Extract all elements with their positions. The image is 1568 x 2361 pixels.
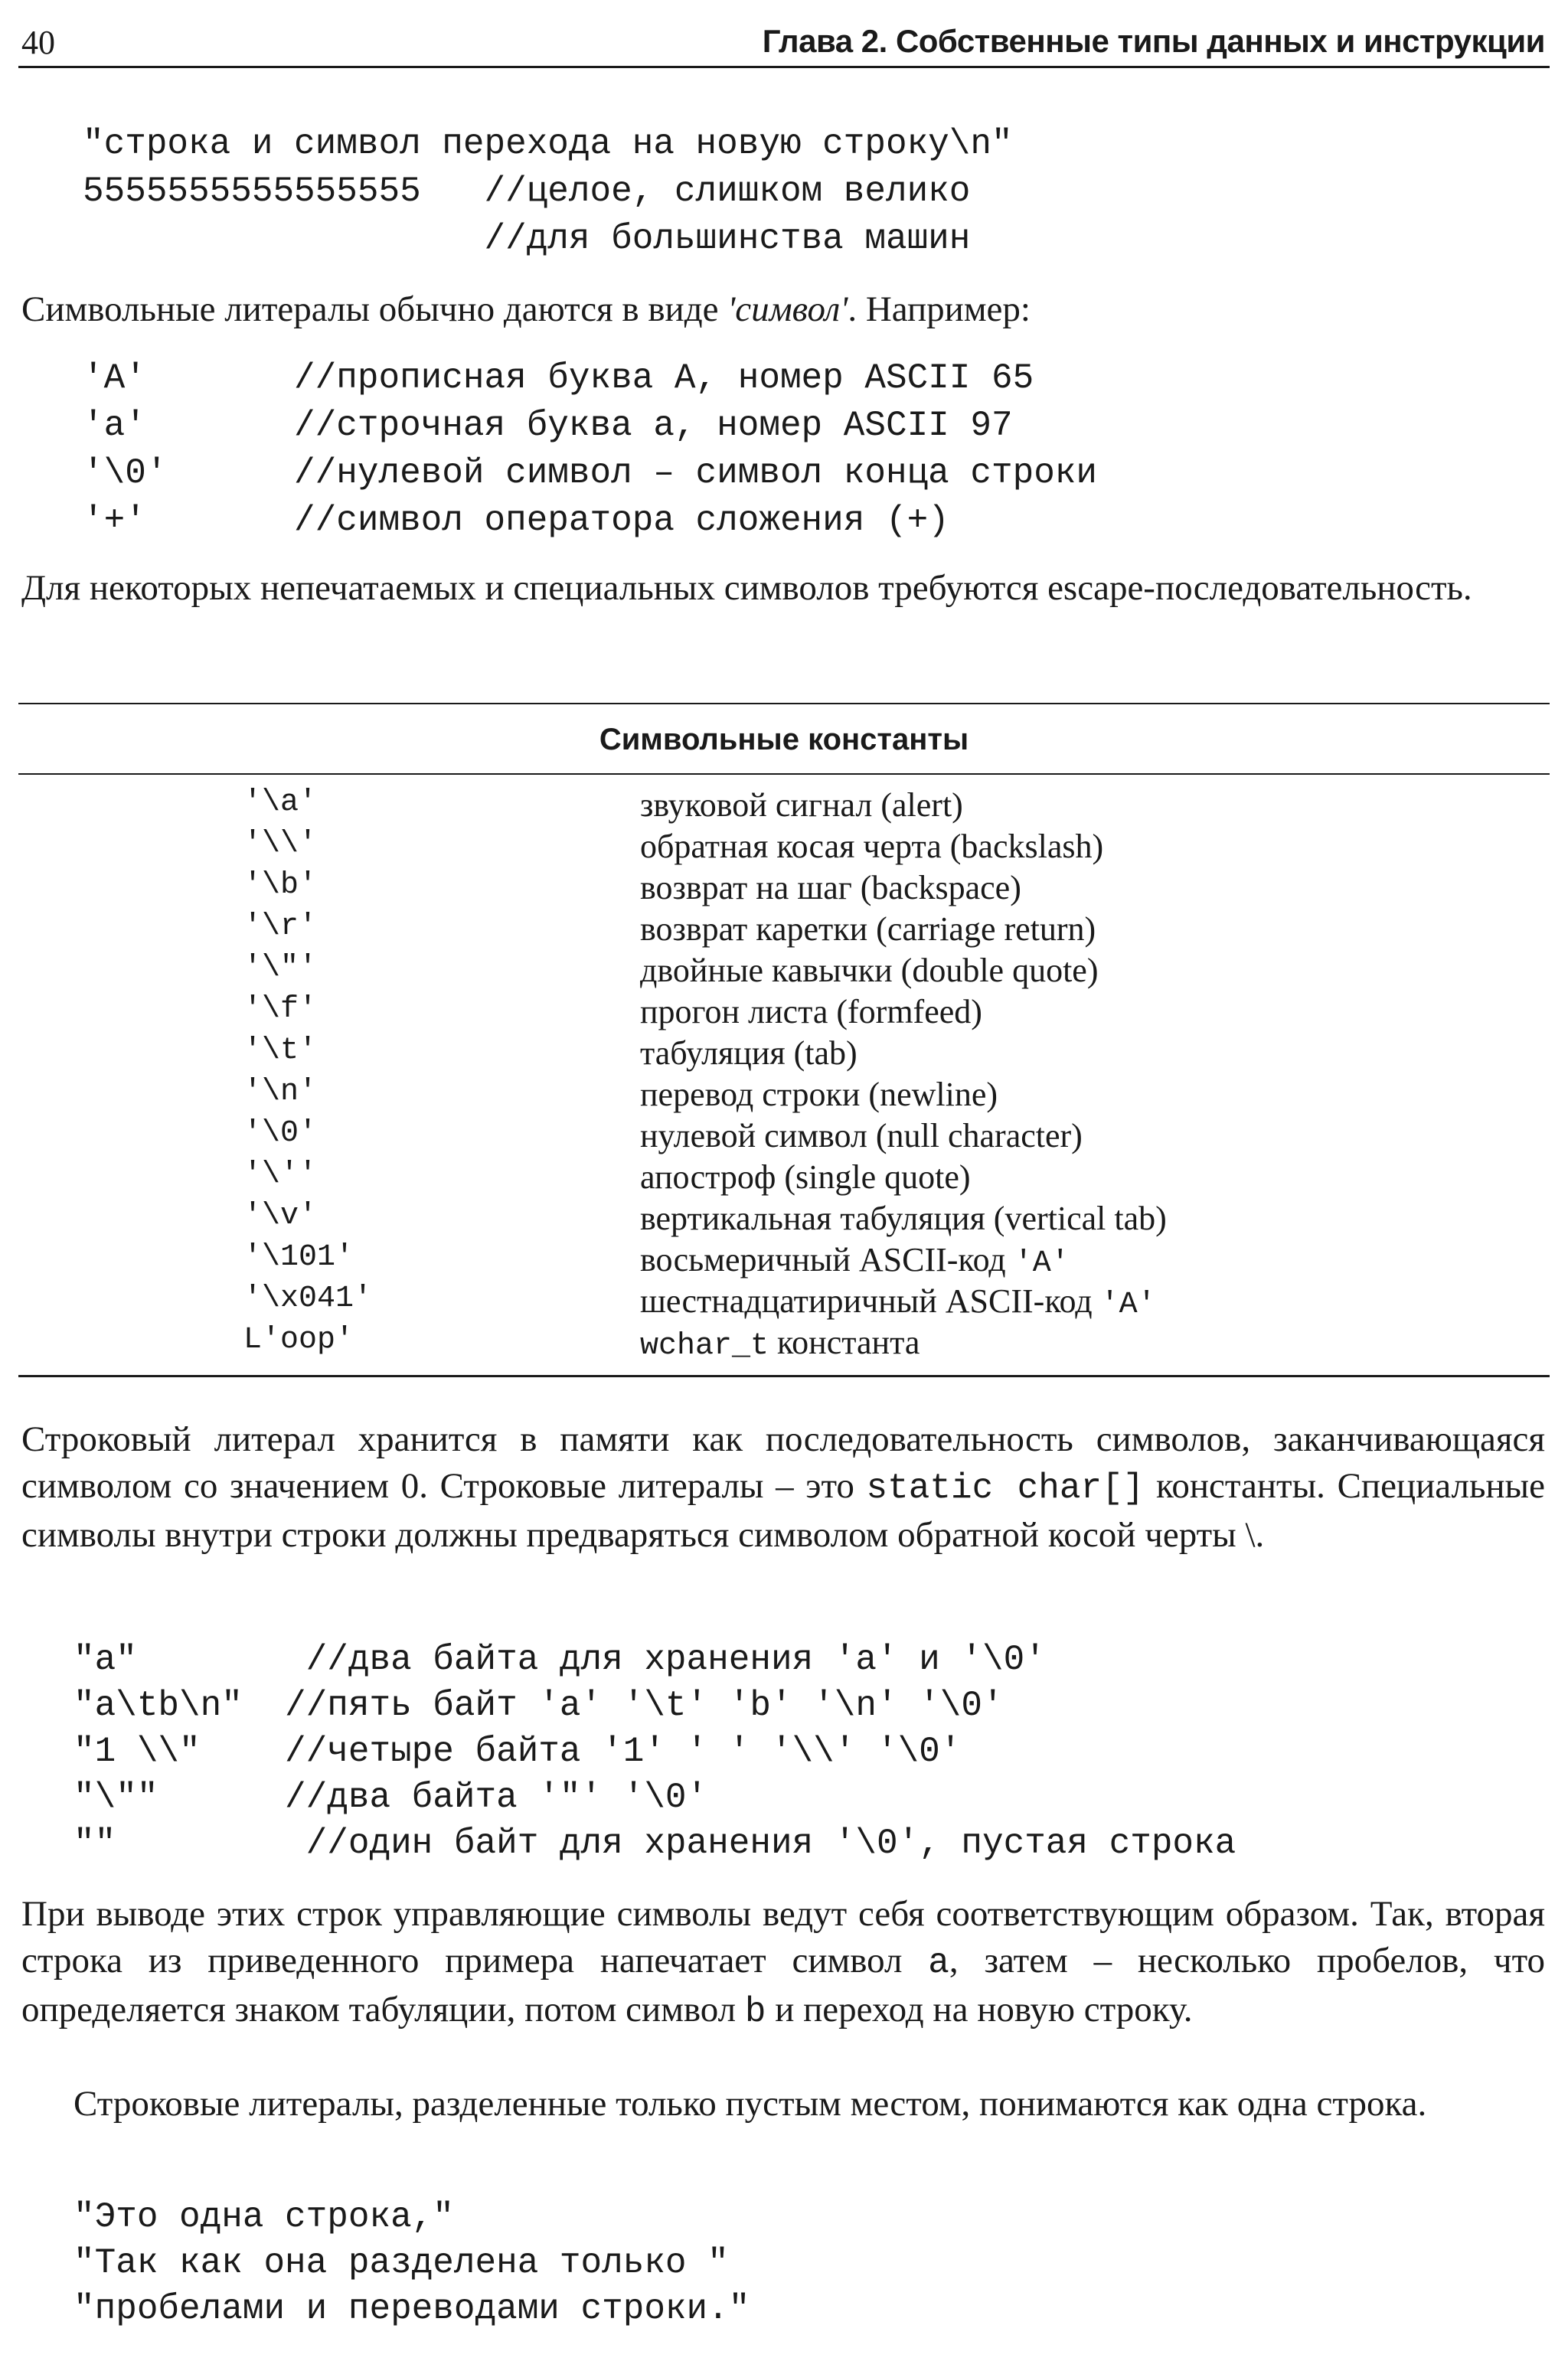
table-cell-desc: звуковой сигнал (alert)	[640, 786, 963, 824]
paragraph-text: . Например:	[848, 289, 1031, 329]
header-rule	[18, 66, 1550, 68]
table-cell-code: '\t'	[243, 1034, 318, 1068]
code-line: "Это одна строка,"	[74, 2197, 454, 2237]
table-cell-code: '\n'	[243, 1075, 318, 1109]
table-header-rule	[18, 773, 1550, 775]
table-cell-code: '\"'	[243, 951, 318, 985]
table-cell-code: L'oop'	[243, 1323, 354, 1357]
desc-code: wchar_t	[640, 1329, 769, 1363]
code-line: '\0' //нулевой символ – символ конца строки	[83, 453, 1098, 493]
paragraph-text: константы. Специальные символы внутри строки должны предваряться символом обратной косой черты \.	[21, 1466, 1545, 1555]
table-cell-desc: обратная косая черта (backslash)	[640, 828, 1104, 865]
paragraph-text: и переход на новую строку.	[766, 1990, 1193, 2030]
table-cell-desc: двойные кавычки (double quote)	[640, 952, 1099, 989]
inline-code: static char[]	[866, 1468, 1145, 1508]
table-cell-code: '\b'	[243, 868, 318, 903]
paragraph-text: Символьные литералы обычно даются в виде	[21, 289, 728, 329]
desc-text: константа	[769, 1324, 920, 1361]
table-cell-desc	[640, 1323, 920, 1363]
table-cell-desc	[640, 1240, 1070, 1281]
desc-code: 'A'	[1014, 1246, 1070, 1281]
table-bottom-rule	[18, 1375, 1550, 1377]
paragraph-3	[21, 1416, 1545, 1559]
table-cell-code: '\r'	[243, 909, 318, 944]
table-title: Символьные константы	[599, 723, 969, 756]
chapter-title: Глава 2. Собственные типы данных и инструкции	[762, 23, 1545, 59]
table-cell-desc: табуляция (tab)	[640, 1034, 858, 1072]
table-cell-code: '\0'	[243, 1116, 318, 1151]
code-line: "a" //два байта для хранения 'a' и '\0'	[74, 1640, 1046, 1680]
table-cell-code: '\v'	[243, 1199, 318, 1233]
table-cell-desc: возврат каретки (carriage return)	[640, 910, 1096, 948]
code-line: 'A' //прописная буква A, номер ASCII 65	[83, 358, 1034, 398]
desc-text: восьмеричный ASCII-код	[640, 1241, 1014, 1278]
paragraph-text: При выводе этих строк управляющие символы ведут себя соответствующим образом. Так, вторая строка из приведенного примера напечатает символ	[21, 1894, 1545, 1981]
table-cell-desc: перевод строки (newline)	[640, 1076, 998, 1113]
paragraph-text: , затем – несколько пробелов, что определяется знаком табуляции, потом символ	[21, 1941, 1545, 2030]
code-line: '+' //символ оператора сложения (+)	[83, 501, 949, 540]
paragraph-1	[21, 286, 1545, 333]
inline-code: a	[928, 1943, 949, 1983]
table-cell-code: '\a'	[243, 785, 318, 820]
code-line: //для большинства машин	[83, 219, 971, 259]
paragraph-2: Для некоторых непечатаемых и специальных символов требуются escape-последовательность.	[21, 568, 1472, 608]
desc-text: шестнадцатиричный ASCII-код	[640, 1282, 1101, 1320]
table-cell-desc: вертикальная табуляция (vertical tab)	[640, 1200, 1167, 1237]
code-line: "строка и символ перехода на новую строку\n"	[83, 124, 1013, 164]
paragraph-5: Строковые литералы, разделенные только пустым местом, понимаются как одна строка.	[74, 2084, 1427, 2124]
emphasis-text: 'символ'	[727, 289, 848, 329]
code-line: "пробелами и переводами строки."	[74, 2289, 750, 2329]
code-line: "a\tb\n" //пять байт 'a' '\t' 'b' '\n' '\0'	[74, 1686, 1004, 1726]
inline-code: b	[744, 1992, 766, 2032]
code-line: "\"" //два байта '"' '\0'	[74, 1778, 708, 1817]
paragraph-text: Строковый литерал хранится в памяти как последовательность символов, заканчивающаяся символом со значением 0. Строковые литералы – это	[21, 1419, 1545, 1506]
page-number: 40	[21, 24, 55, 61]
table-cell-desc	[640, 1282, 1156, 1322]
table-cell-desc: возврат на шаг (backspace)	[640, 869, 1021, 906]
code-line: 5555555555555555 //целое, слишком велико	[83, 171, 971, 211]
code-line: "Так как она разделена только "	[74, 2243, 729, 2283]
table-top-rule	[18, 703, 1550, 704]
code-line: 'a' //строчная буква a, номер ASCII 97	[83, 406, 1013, 446]
table-cell-code: '\\'	[243, 827, 318, 861]
table-cell-code: '\x041'	[243, 1282, 373, 1316]
table-cell-code: '\f'	[243, 992, 318, 1027]
code-line: "1 \\" //четыре байта '1' ' ' '\\' '\0'	[74, 1732, 962, 1772]
table-cell-desc: нулевой символ (null character)	[640, 1117, 1083, 1154]
table-cell-code: '\''	[243, 1158, 318, 1192]
table-cell-desc: апостроф (single quote)	[640, 1158, 971, 1196]
table-cell-desc: прогон листа (formfeed)	[640, 993, 982, 1030]
paragraph-4	[21, 1891, 1545, 2036]
table-cell-code: '\101'	[243, 1240, 354, 1275]
code-line: "" //один байт для хранения '\0', пустая строка	[74, 1824, 1236, 1863]
desc-code: 'A'	[1100, 1288, 1156, 1322]
